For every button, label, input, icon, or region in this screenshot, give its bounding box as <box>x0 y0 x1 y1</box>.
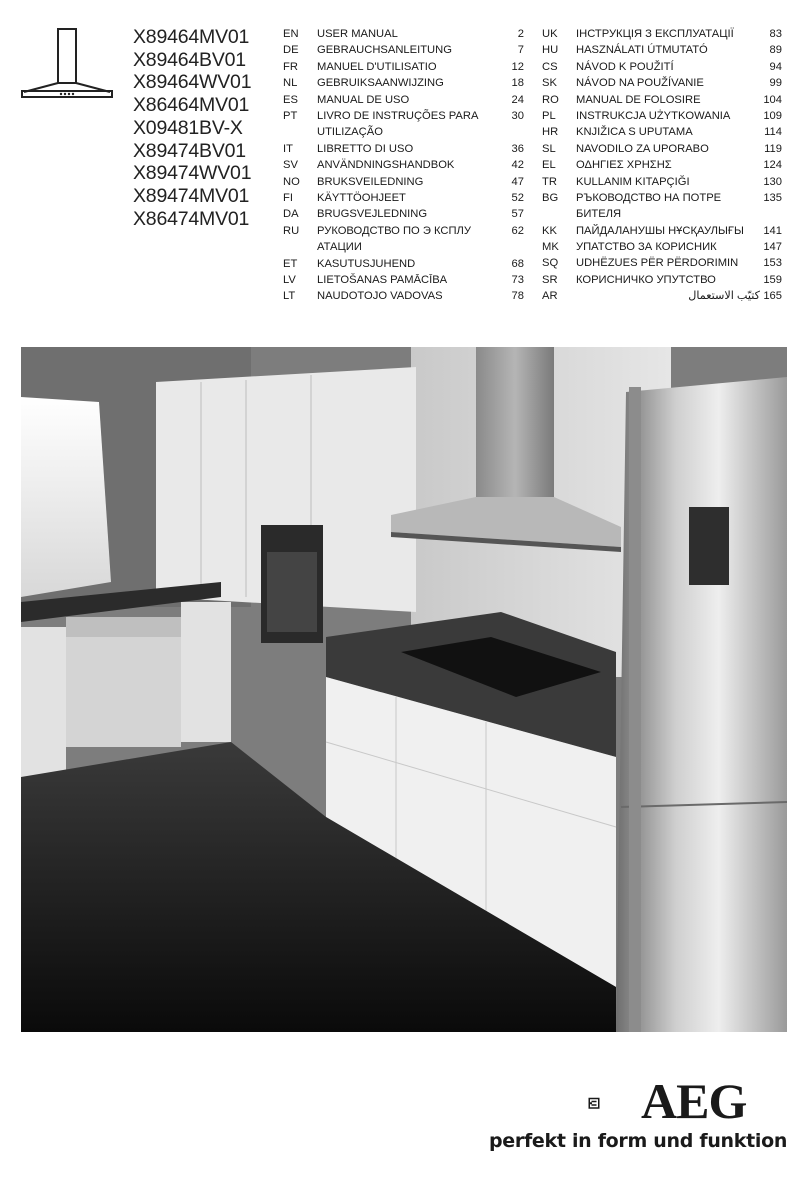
model-number: X89464MV01 <box>133 26 250 48</box>
language-code: ES <box>283 93 298 106</box>
model-number: X89464WV01 <box>133 71 252 94</box>
page-number: 42 <box>511 159 524 172</box>
model-number: X89474WV01 <box>133 162 252 185</box>
model-number: X89474BV01 <box>133 139 246 162</box>
manual-title: NÁVOD K POUŽITÍ <box>576 60 674 73</box>
model-number: X09481BV-X <box>133 116 243 139</box>
manual-title: GEBRUIKSAANWIJZING <box>317 77 444 90</box>
page-number: 7 <box>517 44 524 57</box>
page-number: 135 <box>763 191 782 204</box>
model-number: X86474MV01 <box>133 207 250 230</box>
manual-title: MANUAL DE USO <box>317 93 410 106</box>
language-code: BG <box>542 191 559 204</box>
language-entry <box>542 75 782 91</box>
language-entry <box>542 141 782 157</box>
manual-title: HASZNÁLATI ÚTMUTATÓ <box>576 44 708 57</box>
page-number: 62 <box>511 224 524 237</box>
language-code: PL <box>542 109 556 122</box>
language-code: LV <box>283 273 296 286</box>
manual-title: ПАЙДАЛАНУШЫ НҰСҚАУЛЫҒЫ <box>576 224 744 237</box>
language-code: FI <box>283 191 293 204</box>
page-number: 109 <box>763 109 782 122</box>
language-code: KK <box>542 224 557 237</box>
page-number: 119 <box>764 142 782 155</box>
manual-title: РЪКОВОДСТВО НА ПОТРЕ БИТЕЛЯ <box>576 191 722 221</box>
language-entry <box>283 42 524 58</box>
manual-title: ANVÄNDNINGSHANDBOK <box>317 159 455 172</box>
language-code: IT <box>283 142 293 155</box>
language-code: HR <box>542 126 559 139</box>
language-code: AR <box>542 290 558 303</box>
language-entry <box>542 288 782 304</box>
language-code: DA <box>283 208 299 221</box>
language-code: CS <box>542 60 558 73</box>
language-entry <box>283 190 524 206</box>
page-number: 57 <box>511 208 524 221</box>
language-code: RO <box>542 93 559 106</box>
language-code: DE <box>283 44 299 57</box>
page-number: 165 <box>763 290 782 303</box>
page-number: 141 <box>763 224 782 237</box>
manual-title: LIVRO DE INSTRUÇÕES PARA UTILIZAÇÃO <box>317 109 478 139</box>
language-entry <box>542 42 782 58</box>
language-entry <box>283 26 524 42</box>
language-entry <box>542 223 782 239</box>
language-code: EL <box>542 159 556 172</box>
page-number: 78 <box>511 290 524 303</box>
language-entry <box>283 206 524 222</box>
page-number: 73 <box>511 273 524 286</box>
model-number: X86464MV01 <box>133 94 250 117</box>
language-entry <box>283 108 524 141</box>
page-number: 89 <box>769 44 782 57</box>
language-entry <box>542 108 782 124</box>
language-entry <box>542 239 782 255</box>
cooker-hood-icon <box>20 28 114 100</box>
language-entry <box>542 255 782 271</box>
manual-title: KNJIŽICA S UPUTAMA <box>576 126 693 139</box>
language-entry <box>542 157 782 173</box>
manual-title: USER MANUAL <box>317 28 398 40</box>
manual-title: كتيّب الاستعمال <box>688 290 760 303</box>
language-code: NO <box>283 175 300 188</box>
language-entry <box>542 124 782 140</box>
manual-title: UDHËZUES PËR PËRDORIMIN <box>576 257 739 270</box>
manual-title: LIBRETTO DI USO <box>317 142 414 155</box>
language-entry <box>283 92 524 108</box>
language-code: HU <box>542 44 559 57</box>
language-code: SV <box>283 159 298 172</box>
language-code: FR <box>283 60 298 73</box>
language-entry <box>542 26 782 42</box>
page-number: 104 <box>763 93 782 106</box>
language-code: SK <box>542 77 557 90</box>
page-number: 114 <box>764 126 782 139</box>
manual-title: MANUAL DE FOLOSIRE <box>576 93 701 106</box>
kitchen-photo <box>21 347 787 1032</box>
language-entry <box>542 190 782 223</box>
page-number: 68 <box>511 257 524 270</box>
manual-title: РУКОВОДСТВО ПО Э КСПЛУ АТАЦИИ <box>317 224 471 254</box>
language-entry <box>542 174 782 190</box>
page-number: 130 <box>763 175 782 188</box>
language-entry <box>542 59 782 75</box>
aeg-logo-mark-icon <box>588 1078 638 1128</box>
page-number: 99 <box>769 77 782 90</box>
page-number: 24 <box>511 93 524 106</box>
language-code: SR <box>542 273 558 286</box>
language-entry <box>283 141 524 157</box>
manual-title: NÁVOD NA POUŽÍVANIE <box>576 77 704 90</box>
manual-title: NAUDOTOJO VADOVAS <box>317 290 443 303</box>
manual-title: KÄYTTÖOHJEET <box>317 191 406 204</box>
manual-title: KASUTUSJUHEND <box>317 257 416 270</box>
language-index-right <box>542 26 782 305</box>
language-index-left <box>283 26 524 305</box>
language-code: LT <box>283 290 296 303</box>
page-number: 12 <box>511 60 524 73</box>
language-code: RU <box>283 224 300 237</box>
language-entry <box>542 92 782 108</box>
page-number: 83 <box>769 28 782 40</box>
page-number: 52 <box>511 191 524 204</box>
page-number: 18 <box>511 77 524 90</box>
language-code: PT <box>283 109 298 122</box>
manual-title: BRUKSVEILEDNING <box>317 175 424 188</box>
language-code: UK <box>542 28 558 40</box>
language-entry <box>283 157 524 173</box>
manual-title: УПАТСТВО ЗА КОРИСНИК <box>576 241 717 254</box>
manual-title: BRUGSVEJLEDNING <box>317 208 428 221</box>
model-number: X89464BV01 <box>133 48 246 71</box>
manual-title: КОРИСНИЧКО УПУТСТВО <box>576 273 716 286</box>
language-entry <box>283 223 524 256</box>
language-entry <box>283 256 524 272</box>
page-number: 47 <box>511 175 524 188</box>
manual-title: GEBRAUCHSANLEITUNG <box>317 44 452 57</box>
page-number: 124 <box>763 159 782 172</box>
manual-title: NAVODILO ZA UPORABO <box>576 142 709 155</box>
manual-title: INSTRUKCJA UŻYTKOWANIA <box>576 109 731 122</box>
manual-title: LIETOŠANAS PAMĀCĪBA <box>317 273 448 286</box>
language-entry <box>283 59 524 75</box>
page-number: 30 <box>511 109 524 122</box>
page-number: 159 <box>763 273 782 286</box>
brand-logo-text: AEG <box>641 1073 747 1129</box>
page-number: 2 <box>517 28 524 40</box>
language-code: EN <box>283 28 299 40</box>
manual-title: KULLANIM KITAPÇIĞI <box>576 175 690 188</box>
model-list <box>133 26 278 230</box>
language-code: TR <box>542 175 557 188</box>
language-entry <box>283 272 524 288</box>
language-code: SQ <box>542 257 559 270</box>
model-number: X89474MV01 <box>133 184 250 207</box>
manual-title: ІНСТРУКЦІЯ З ЕКСПЛУАТАЦІЇ <box>576 28 734 40</box>
language-entry <box>542 272 782 288</box>
page-number: 94 <box>769 60 782 73</box>
language-entry <box>283 288 524 304</box>
language-entry <box>283 174 524 190</box>
page-number: 153 <box>763 257 782 270</box>
brand-tagline: perfekt in form und funktion <box>489 1130 788 1152</box>
manual-title: MANUEL D'UTILISATIO <box>317 60 437 73</box>
page-number: 147 <box>763 241 782 254</box>
language-code: SL <box>542 142 556 155</box>
language-code: NL <box>283 77 298 90</box>
manual-title: ΟΔΗΓΙΕΣ ΧΡΗΣΗΣ <box>576 159 672 172</box>
language-code: MK <box>542 241 559 254</box>
language-entry <box>283 75 524 91</box>
page-number: 36 <box>511 142 524 155</box>
language-code: ET <box>283 257 298 270</box>
